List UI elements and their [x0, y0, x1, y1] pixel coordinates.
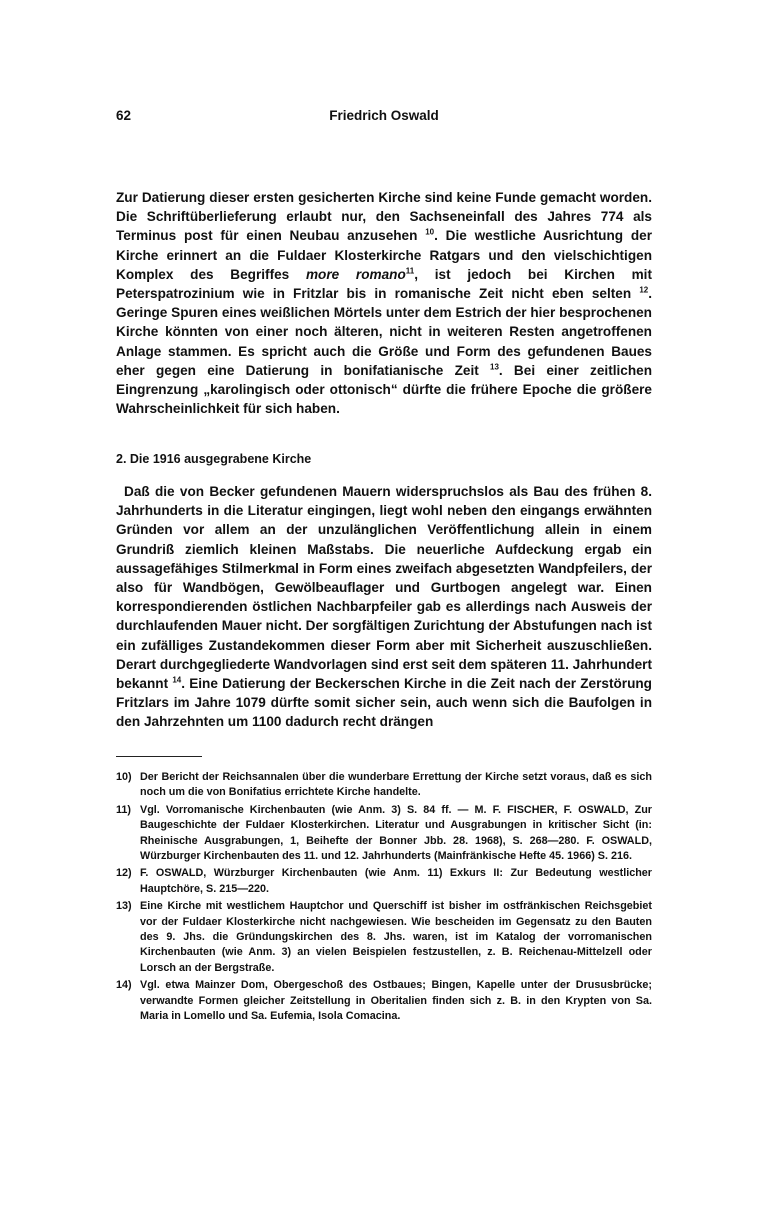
- footnote-ref: 10: [425, 227, 435, 237]
- body-paragraph-1: [116, 188, 652, 418]
- paragraph-text: . Eine Datierung der Beckerschen Kirche in die Zeit nach der Zerstörung Fritzlars im Jahre 1079 dürfte somit sicher sein, auch wenn sich die Baufolgen in den Jahrzehnten um 1100 dadurch recht drängen: [116, 676, 652, 730]
- footnote: [116, 803, 652, 865]
- paragraph-text: . Die westliche Ausrichtung der Kirche erinnert an die Fuldaer Klosterkirche Ratgars und den vielschichtigen Komplex des Begriffes: [116, 228, 653, 282]
- running-title-author: Friedrich Oswald: [329, 108, 439, 123]
- paragraph-text: Daß die von Becker gefundenen Mauern widerspruchslos als Bau des frühen 8. Jahrhunderts in die Literatur eingingen, liegt wohl neben den eingangs erwähnten Gründen vor allem an der unzulänglichen Veröffentlichung allein in einem Grundriß ziemlich kleinen Maßstabs. Die neuerliche Aufdeckung ergab ein aussagefähiges Stilmerkmal in Form eines zweifach abgesetzten Wandpfeilers, der also für Wandbögen, Gewölbeauflager und Gurtbogen angelegt war. Einen korrespondierenden östlichen Nachbarpfeiler gab es allerdings nach Ausweis der durchlaufenden Mauer nicht. Der sorgfältigen Zurichtung der Abstufungen nach ist ein zufälliges Zustandekommen dieser Form aber mit Sicherheit auszuschließen. Derart durchgegliederte Wandvorlagen sind erst seit dem späteren 11. Jahrhundert bekannt: [116, 484, 652, 692]
- paragraph-text: Zur Datierung dieser ersten gesicherten Kirche sind keine Funde gemacht worden. Die Schriftüberlieferung erlaubt nur, den Sachseneinfall des Jahres 774 als Terminus post für einen Neubau anzusehen: [116, 190, 652, 244]
- page-number: 62: [116, 108, 132, 123]
- footnote-text: Vgl. etwa Mainzer Dom, Obergeschoß des Ostbaues; Bingen, Kapelle unter der Drususbrücke; verwandte Formen gleicher Zeitstellung in Oberitalien finden sich z. B. in den Krypten von Sa. Maria in Lomello und Sa. Eufemia, Isola Comacina.: [140, 979, 652, 1023]
- paragraph-text: , ist jedoch bei Kirchen mit Peterspatrozinium wie in Fritzlar bis in romanische Zeit nicht eben selten: [116, 266, 652, 302]
- footnote-text: Vgl. Vorromanische Kirchenbauten (wie Anm. 3) S. 84 ff. — M. F. FISCHER, F. OSWALD, Zur Baugeschichte der Fuldaer Klosterkirchen. Literatur und Ausgrabungen in kritischer Sicht (in: Rheinische Ausgrabungen, 1, Beihefte der Bonner Jbb. 28. 1968), S. 268—280. F. OSWALD, Würzburger Kirchenbauten des 11. und 12. Jahrhunderts (Mainfränkische Hefte 45. 1966) S. 216.: [140, 803, 652, 863]
- footnote: [116, 899, 652, 976]
- footnotes: [116, 770, 652, 1027]
- footnote-number: 13): [116, 900, 132, 913]
- running-head: [116, 108, 652, 128]
- footnote: [116, 770, 652, 801]
- footnote-number: 10): [116, 771, 132, 783]
- paragraph-text: . Geringe Spuren eines weißlichen Mörtels unter dem Estrich der hier besprochenen Kirche könnten von einer noch älteren, nicht in weiteren Resten angetroffenen Anlage stammen. Es spricht auch die Größe und Form des gefundenen Baues eher gegen eine Datierung in bonifatianische Zeit: [116, 286, 652, 378]
- paragraph-text: . Bei einer zeitlichen Eingrenzung „karolingisch oder ottonisch“ dürfte die frühere Epoche die größere Wahrscheinlichkeit für sich haben.: [116, 362, 652, 417]
- body-paragraph-2: [116, 482, 652, 732]
- footnote: [116, 978, 652, 1024]
- footnote-separator-rule: [116, 756, 202, 757]
- footnote-ref: 11: [405, 266, 415, 276]
- italic-term: more romano: [305, 266, 406, 282]
- footnote-number: 11): [116, 803, 132, 816]
- footnote-number: 12): [116, 867, 132, 880]
- section-heading: 2. Die 1916 ausgegrabene Kirche: [116, 452, 312, 466]
- footnote-text: F. OSWALD, Würzburger Kirchenbauten (wie Anm. 11) Exkurs II: Zur Bedeutung westlicher Hauptchöre, S. 215—220.: [140, 867, 652, 895]
- footnote-text: Der Bericht der Reichsannalen über die wunderbare Errettung der Kirche setzt voraus, daß es sich noch um die von Bonifatius errichtete Kirche handelte.: [140, 771, 652, 799]
- footnote-ref: 13: [490, 362, 499, 372]
- footnote-text: Eine Kirche mit westlichem Hauptchor und Querschiff ist bisher im ostfränkischen Reichsgebiet vor der Fuldaer Klosterkirche nicht nachgewiesen. Wie bescheiden im Gegensatz zu den Bauten des 9. Jhs. die Gründungskirchen des 8. Jhs. waren, ist im Katalog der vorromanischen Kirchenbauten (wie Anm. 3) an vielen Beispielen festzustellen, z. B. Reichenau-Mittelzell oder Lorsch an der Bergstraße.: [140, 900, 652, 974]
- footnote-ref: 12: [639, 285, 649, 295]
- footnote: [116, 866, 652, 897]
- footnote-ref: 14: [172, 675, 182, 685]
- footnote-number: 14): [116, 979, 132, 992]
